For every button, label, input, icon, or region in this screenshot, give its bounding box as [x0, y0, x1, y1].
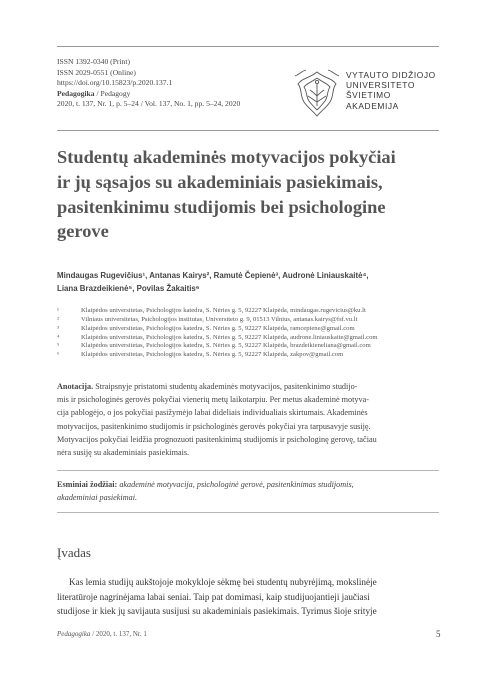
affiliation-text: Klaipėdos universitetas, Psichologijos katedra, S. Nėries g. 5, 92227 Klaipėda, brazdeikieneliana@gmail.com [81, 342, 371, 350]
logo-line: VYTAUTO DIDŽIOJO [346, 70, 436, 80]
header-rule [57, 130, 439, 131]
keywords-label: Esminiai žodžiai: [57, 480, 118, 489]
abstract-label: Anotacija. [57, 382, 94, 391]
body-line: studijose ir kiek jų savijauta susijusi su akademiniais pasiekimais. Tyrimus šioje srityje [57, 606, 377, 617]
university-seal-icon [292, 68, 342, 120]
page-footer [57, 630, 147, 638]
affiliation-number: ⁴ [57, 333, 60, 341]
affiliation-item [57, 325, 437, 334]
article-title [57, 145, 437, 244]
abstract [57, 380, 424, 459]
abstract-text: Straipsnyje pristatomi studentų akademinės motyvacijos, pasitenkinimo studijo- [93, 382, 358, 391]
abstract-line: motyvacijos, pasitenkinimo studijomis ir psichologinės gerovės pokyčiai yra tarpusavyje susiję. [57, 421, 371, 431]
top-rule [57, 46, 439, 47]
affiliation-item [57, 307, 437, 316]
abstract-line: nėra susiję su akademiniais pasiekimais. [57, 448, 190, 458]
affiliation-text: Klaipėdos universitetas, Psichologijos katedra, S. Nėries g. 5, 92227 Klaipėda, ramcepiene@gmail.com [81, 324, 355, 332]
abstract-line: mis ir psichologinės gerovės pokyčiai vienerių metų laikotarpiu. Per metus akademinė motyva- [57, 395, 369, 405]
keywords-top-rule [57, 470, 439, 471]
keywords-bottom-rule [57, 512, 439, 513]
journal-name-rest: / Pedagogy [94, 88, 131, 98]
logo-line: ŠVIETIMO [346, 90, 391, 101]
affiliation-item [57, 316, 437, 325]
journal-name-bold: Pedagogika [57, 88, 95, 98]
affiliation-text: Vilniaus universitetas, Psichologijos institutas, Universiteto g. 9, 01513 Vilnius, antanas.kairys@fsf.vu.lt [81, 315, 358, 323]
affiliation-item [57, 342, 437, 351]
issn-online: ISSN 2029-0551 (Online) [57, 67, 136, 77]
author-list [57, 269, 437, 296]
abstract-line: Motyvacijos pokyčiai leidžia prognozuoti pasitenkinimą studijomis ir psichologinę gerovę, tačiau [57, 434, 377, 444]
logo-line: UNIVERSITETO [346, 80, 415, 91]
title-line: pasitenkinimu studijomis bei psichologine [57, 196, 386, 217]
footer-journal: Pedagogika [57, 630, 91, 638]
title-line: Studentų akademinės motyvacijos pokyčiai [57, 147, 396, 167]
journal-name [57, 89, 240, 100]
abstract-line: cija pablogėjo, o jos pokyčiai pasižymėjo labai dideliais individualiais skirtumais. Akademinės [57, 408, 368, 418]
logo-line: AKADEMIJA [346, 100, 399, 111]
keywords-block [57, 478, 424, 504]
title-line: ir jų sąsajos su akademiniais pasiekimais, [57, 171, 383, 192]
footer-info: / 2020, t. 137, Nr. 1 [90, 630, 147, 638]
affiliation-text: Klaipėdos universitetas, Psichologijos katedra, S. Nėries g. 5, 92227 Klaipėda, audrone.liniauskaite@gmail.com [81, 333, 378, 341]
affiliation-number: ² [57, 315, 59, 323]
affiliation-number: ⁶ [57, 351, 60, 359]
university-logo [290, 66, 450, 126]
logo-text [346, 70, 436, 111]
title-line: gerove [57, 221, 109, 242]
section-heading: Įvadas [57, 545, 91, 560]
affiliation-item [57, 351, 437, 360]
doi-link[interactable]: https://doi.org/10.15823/p.2020.137.1 [57, 78, 173, 88]
keywords-text: akademinė motyvacija, psichologinė gerovė, pasitenkinimas studijomis, [117, 480, 354, 489]
keywords-line: akademiniai pasiekimai. [57, 493, 138, 503]
body-line: Kas lemia studijų aukštojoje mokykloje sėkmę bei studentų nubyrėjimą, mokslinėje [69, 577, 377, 587]
body-line: literatūroje nagrinėjama labai seniai. Taip pat domimasi, kaip studijuojantieji jaučiasi [57, 591, 370, 602]
abstract-line [57, 380, 424, 393]
affiliation-list [57, 307, 437, 360]
volume-info: 2020, t. 137, Nr. 1, p. 5–24 / Vol. 137, No. 1, pp. 5–24, 2020 [57, 99, 241, 109]
body-text [57, 575, 427, 619]
affiliation-text: Klaipėdos universitetas, Psichologijos katedra, S. Nėries g. 5, 92227 Klaipėda, zakpov@gmail.com [81, 351, 344, 359]
issn-print: ISSN 1392-0340 (Print) [57, 57, 130, 66]
affiliation-item [57, 334, 437, 343]
page-number: 5 [436, 629, 441, 639]
keywords-line [57, 478, 424, 491]
journal-header [57, 57, 240, 110]
authors-line: Mindaugas Rugevičius¹, Antanas Kairys², Ramutė Čepienė³, Audronė Liniauskaitė⁴, [57, 271, 369, 280]
affiliation-number: ¹ [57, 307, 59, 314]
affiliation-number: ⁵ [57, 342, 60, 350]
authors-line: Liana Brazdeikienė⁵, Povilas Žakaitis⁶ [57, 284, 200, 294]
affiliation-text: Klaipėdos universitetas, Psichologijos katedra, S. Nėries g. 5, 92227 Klaipėda, mindaugas.rugevicius@ku.lt [81, 307, 366, 314]
affiliation-number: ³ [57, 324, 59, 332]
